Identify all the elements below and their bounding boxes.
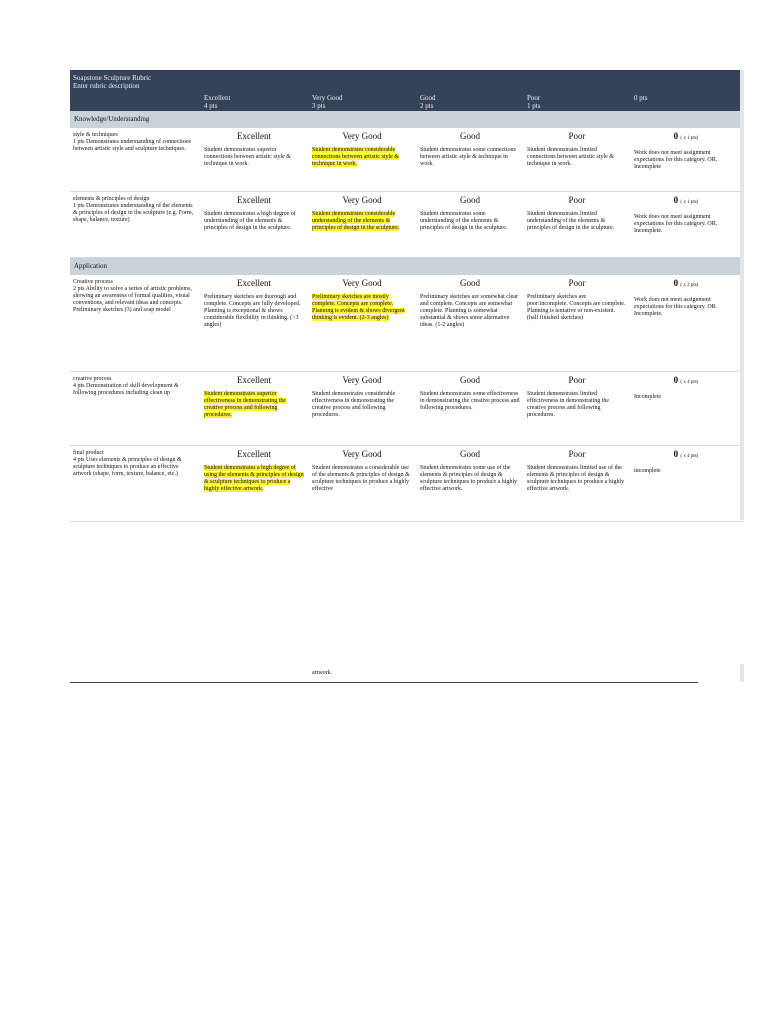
scrollbar-track-lower[interactable] xyxy=(740,664,744,682)
level-header-excellent: Excellent 4 pts xyxy=(204,94,231,110)
rating-title: Excellent xyxy=(237,195,271,205)
points-multiplier: ( x 1 pts) xyxy=(680,200,699,205)
rating-cell[interactable] xyxy=(527,131,627,168)
rubric-description: Enter rubric description xyxy=(73,82,140,90)
criterion-name: creative process xyxy=(73,376,112,382)
rating-title: Very Good xyxy=(342,449,382,459)
rating-cell[interactable] xyxy=(204,131,304,168)
criterion-row xyxy=(70,128,744,192)
rating-title: Good xyxy=(460,375,480,385)
rating-cell[interactable] xyxy=(312,195,412,232)
rating-description: Student demonstrates a considerable use of the elements & principles of design & sculpture techniques to produce a highly effective xyxy=(312,465,410,492)
rubric-header xyxy=(70,70,744,111)
rating-cell[interactable] xyxy=(527,195,627,232)
rating-title: Very Good xyxy=(342,278,382,288)
rating-description: Student demonstrates limited use of the elements & principles of design & sculpture techniques to produce a highly effective artwork. xyxy=(527,465,625,492)
rating-title: Good xyxy=(460,131,480,141)
criterion-row xyxy=(70,372,744,446)
rubric-title: Soapstone Sculpture Rubric xyxy=(73,74,152,82)
rating-title: Poor xyxy=(568,375,586,385)
rating-cell[interactable] xyxy=(634,278,738,318)
rubric-title-block xyxy=(73,74,151,90)
rating-title: Excellent xyxy=(237,375,271,385)
criterion-text: 4 pts Uses elements & principles of design & sculpture techniques to produce an effective artwork (shape, form, texture, balance, etc.) xyxy=(73,457,182,477)
rating-description: Work does not meet assignment expectations for this category. OR. Incomplete. xyxy=(634,297,718,317)
criterion-name: style & techniques xyxy=(73,132,118,138)
rating-cell[interactable] xyxy=(312,449,412,493)
overflow-text: artwork. xyxy=(312,670,333,676)
criterion-description xyxy=(73,132,198,153)
rating-title: Good xyxy=(460,278,480,288)
zero-points: 0 xyxy=(673,195,679,205)
points-multiplier: ( x 2 pts) xyxy=(680,283,699,288)
criterion-text: 1 pts Demonstrates understanding of the elements & principles of design in the sculpture (e.g. Form, shape, balance, texture) xyxy=(73,203,194,223)
rubric-table xyxy=(70,70,744,522)
level-header-zero: 0 pts xyxy=(634,94,648,102)
rating-cell[interactable] xyxy=(527,449,627,493)
rating-description: Work does not meet assignment expectations for this category. OR. Incomplete. xyxy=(634,214,718,234)
rating-cell[interactable] xyxy=(527,375,627,419)
rating-cell[interactable] xyxy=(312,375,412,419)
rating-cell[interactable] xyxy=(634,375,738,401)
rating-title: Very Good xyxy=(342,195,382,205)
zero-points: 0 xyxy=(673,449,679,459)
rating-description: Student demonstrates limited connections between artistic style & technique in work. xyxy=(527,147,614,167)
points-multiplier: ( x 1 pts) xyxy=(680,136,699,141)
zero-points: 0 xyxy=(673,375,679,385)
rating-title xyxy=(634,131,738,144)
rating-description: Student demonstrates considerable effectiveness in demonstrating the creative process and following procedures. xyxy=(312,391,396,418)
divider xyxy=(70,682,698,683)
rating-description: Student demonstrates some understanding of the elements & principles of design in the sculpture. xyxy=(420,211,508,231)
criterion-name: final product xyxy=(73,450,104,456)
rating-title: Excellent xyxy=(237,278,271,288)
rating-title: Poor xyxy=(568,131,586,141)
rating-title: Very Good xyxy=(342,131,382,141)
rating-cell[interactable] xyxy=(634,131,738,171)
rating-description: Preliminary sketches are mostly complete. Concepts are complete. Planning is evident & shows divergent thinking is evident. (2-3 angles) xyxy=(312,294,405,321)
rating-title xyxy=(634,278,738,291)
rating-description: Student demonstrates considerable understanding of the elements & principles of design in the sculpture. xyxy=(312,211,400,231)
rating-cell[interactable] xyxy=(312,278,412,322)
rating-title: Good xyxy=(460,195,480,205)
rating-cell[interactable] xyxy=(420,375,520,412)
criterion-row xyxy=(70,446,744,522)
criterion-text: 2 pts Ability to solve a series of artistic problems, showing an awareness of formal qualities, visual conventions, and relevant ideas and concepts. Preliminary sketches (3) and soap model xyxy=(73,286,192,313)
rating-description: Student demonstrates a high degree of using the elements & principles of design & sculpture techniques to produce a highly effective artwork. xyxy=(204,465,304,492)
rating-description: Student demonstrates limited effectiveness in demonstrating the creative process and following procedures. xyxy=(527,391,610,418)
criterion-row xyxy=(70,275,744,372)
rating-title: Poor xyxy=(568,278,586,288)
rating-title: Poor xyxy=(568,195,586,205)
rating-description: Work does not meet assignment expectations for this category. OR. Incomplete xyxy=(634,150,718,170)
rating-description: Student demonstrates limited understanding of the elements & principles of design in the sculpture. xyxy=(527,211,615,231)
rating-description: Student demonstrates superior connections between artistic style & technique in work. xyxy=(204,147,291,167)
rating-title xyxy=(634,375,738,388)
rating-title: Poor xyxy=(568,449,586,459)
level-header-poor: Poor 1 pts xyxy=(527,94,541,110)
rating-title xyxy=(634,195,738,208)
rating-description: Preliminary sketches are poor/incomplete. Concepts are complete. Planning is tentative or non-existent. (half finished sketches) xyxy=(527,294,626,321)
rating-cell[interactable] xyxy=(312,131,412,168)
criterion-description xyxy=(73,196,198,224)
level-header-good: Good 2 pts xyxy=(420,94,436,110)
rating-cell[interactable] xyxy=(204,278,304,329)
rating-cell[interactable] xyxy=(204,375,304,419)
criterion-name: Creative process xyxy=(73,279,113,285)
rating-description: Student demonstrates considerable connections between artistic style & technique in work. xyxy=(312,147,399,167)
rating-title: Excellent xyxy=(237,131,271,141)
rating-cell[interactable] xyxy=(420,131,520,168)
rating-description: Student demonstrates a high degree of understanding of the elements & principles of design in the sculpture. xyxy=(204,211,296,231)
rating-description: Preliminary sketches are thorough and complete. Concepts are fully developed. Planning is exceptional & shows considerable flexibility in thinking. (>3 angles) xyxy=(204,294,301,328)
rating-cell[interactable] xyxy=(634,449,738,475)
scrollbar-track[interactable] xyxy=(740,70,744,520)
rubric-body xyxy=(70,111,744,522)
rating-description: Preliminary sketches are somewhat clear and complete. Concepts are somewhat complete. Planning is somewhat substantial & shows some alternative ideas. (1-2 angles) xyxy=(420,294,518,328)
rating-cell[interactable] xyxy=(527,278,627,322)
rating-cell[interactable] xyxy=(420,449,520,493)
rating-cell[interactable] xyxy=(204,195,304,232)
rating-title xyxy=(634,449,738,462)
rating-title: Excellent xyxy=(237,449,271,459)
rating-cell[interactable] xyxy=(634,195,738,235)
rating-description: Incomplete xyxy=(634,394,661,400)
rating-description: Student demonstrates some effectiveness in demonstrating the creative process and following procedures. xyxy=(420,391,520,411)
zero-points: 0 xyxy=(673,278,679,288)
criterion-description xyxy=(73,450,198,478)
rating-title: Good xyxy=(460,449,480,459)
rating-description: Student demonstrates superior effectiveness in demonstrating the creative process and following procedures. xyxy=(204,391,287,418)
points-multiplier: ( x 4 pts) xyxy=(680,380,699,385)
section-band: Application xyxy=(70,258,744,275)
rating-cell[interactable] xyxy=(420,278,520,329)
criterion-description xyxy=(73,279,198,314)
section-band: Knowledge/Understanding xyxy=(70,111,744,128)
rating-description: Student demonstrates some use of the elements & principles of design & sculpture techniques to produce a highly effective artwork. xyxy=(420,465,518,492)
rating-cell[interactable] xyxy=(204,449,304,493)
criterion-text: 1 pts Demonstrates understanding of connections between artistic style and sculpture techniques. xyxy=(73,139,192,152)
rating-cell[interactable] xyxy=(420,195,520,232)
rating-description: incomplete xyxy=(634,468,661,474)
rating-description: Student demonstrates some connections between artistic style & technique in work. xyxy=(420,147,516,167)
criterion-name: elements & principles of design xyxy=(73,196,150,202)
criterion-description xyxy=(73,376,198,397)
rating-title: Very Good xyxy=(342,375,382,385)
criterion-text: 4 pts Demonstration of skill development & following procedures including clean up xyxy=(73,383,179,396)
criterion-row xyxy=(70,192,744,258)
level-header-very-good: Very Good 3 pts xyxy=(312,94,343,110)
points-multiplier: ( x 4 pts) xyxy=(680,454,699,459)
zero-points: 0 xyxy=(673,131,679,141)
